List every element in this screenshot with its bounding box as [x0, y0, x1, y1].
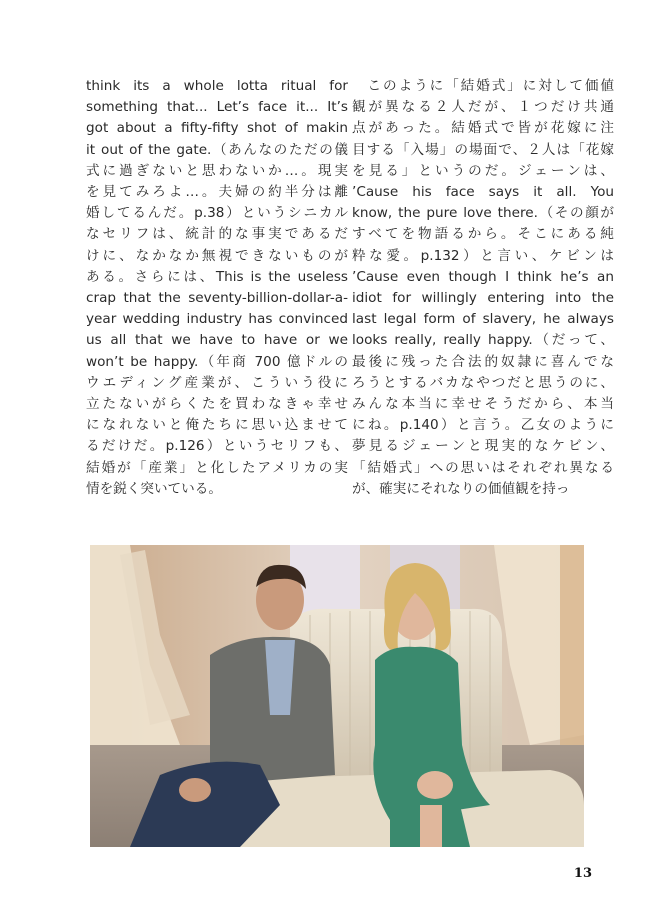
text-line: won’t be happy.（年商 700 億ドルの: [86, 353, 348, 370]
text-line: にね。p.140）と言う。乙女のように: [352, 417, 614, 434]
text-line: idiot for willingly entering into the: [352, 290, 614, 307]
text-line: みんな本当に幸せそうだから、本当: [352, 396, 614, 413]
text-line: 点があった。結婚式で皆が花嫁に注: [352, 120, 614, 137]
text-line: が、確実にそれなりの価値観を持っ: [352, 480, 570, 497]
text-line: 最後に残った合法的奴隷に喜んでな: [352, 353, 614, 370]
text-line: 「結婚式」への思いはそれぞれ異なる: [352, 459, 614, 476]
text-line: けに、なかなか無視できないものが: [86, 247, 348, 264]
text-line: know, the pure love there.（その顔が: [352, 205, 614, 222]
text-line: ウエディング産業が、こういう役に: [86, 374, 348, 391]
text-line: 粋な愛。p.132）と言い、ケビンは: [352, 247, 614, 264]
text-line: got about a fifty-fifty shot of makin: [86, 120, 348, 137]
page-number: 13: [573, 866, 592, 881]
text-line: last legal form of slavery, he always: [352, 311, 614, 328]
text-line: 夢見るジェーンと現実的なケビン、: [352, 438, 614, 455]
text-line: crap that the seventy-billion-dollar-a-: [86, 290, 348, 307]
text-line: think its a whole lotta ritual for: [86, 78, 348, 94]
text-line: something that... Let’s face it... It’s: [86, 99, 348, 116]
text-line: るだけだ。p.126）というセリフも、: [86, 438, 348, 455]
text-line: ’Cause his face says it all. You: [352, 184, 614, 201]
text-line: 婚してるんだ。p.38）というシニカル: [86, 205, 348, 222]
text-line: 立たないがらくたを買わなきゃ幸せ: [86, 396, 348, 413]
right-text-column: [352, 76, 614, 500]
text-line: year wedding industry has convinced: [86, 311, 348, 328]
text-line: を見てみろよ…。夫婦の約半分は離: [86, 184, 348, 201]
text-line: us all that we have to have or we: [86, 332, 348, 349]
text-line: ある。さらには、This is the useless: [86, 268, 348, 285]
text-line: になれないと俺たちに思い込ませて: [86, 417, 348, 434]
left-text-column: [86, 76, 348, 500]
text-line: を見る」というのだ。ジェーンは、: [352, 162, 614, 179]
movie-still-photo: [90, 545, 584, 847]
text-line: このように「結婚式」に対して価値: [352, 78, 614, 94]
text-line: it out of the gate.（あんなのただの儀: [86, 141, 348, 158]
text-line: 結婚が「産業」と化したアメリカの実: [86, 459, 348, 476]
text-line: ろうとするバカなやつだと思うのに、: [352, 374, 614, 391]
text-line: looks really, really happy.（だって、: [352, 332, 614, 349]
text-line: 観が異なる２人だが、１つだけ共通: [352, 99, 614, 116]
text-line: ’Cause even though I think he’s an: [352, 268, 614, 285]
text-line: なセリフは、統計的な事実であるだ: [86, 226, 348, 243]
text-line: 目する「入場」の場面で、２人は「花嫁: [352, 141, 614, 158]
text-line: 式に過ぎないと思わないか…。現実: [86, 162, 348, 179]
text-line: すべてを物語るから。そこにある純: [352, 226, 614, 243]
text-line: 情を鋭く突いている。: [86, 480, 222, 497]
